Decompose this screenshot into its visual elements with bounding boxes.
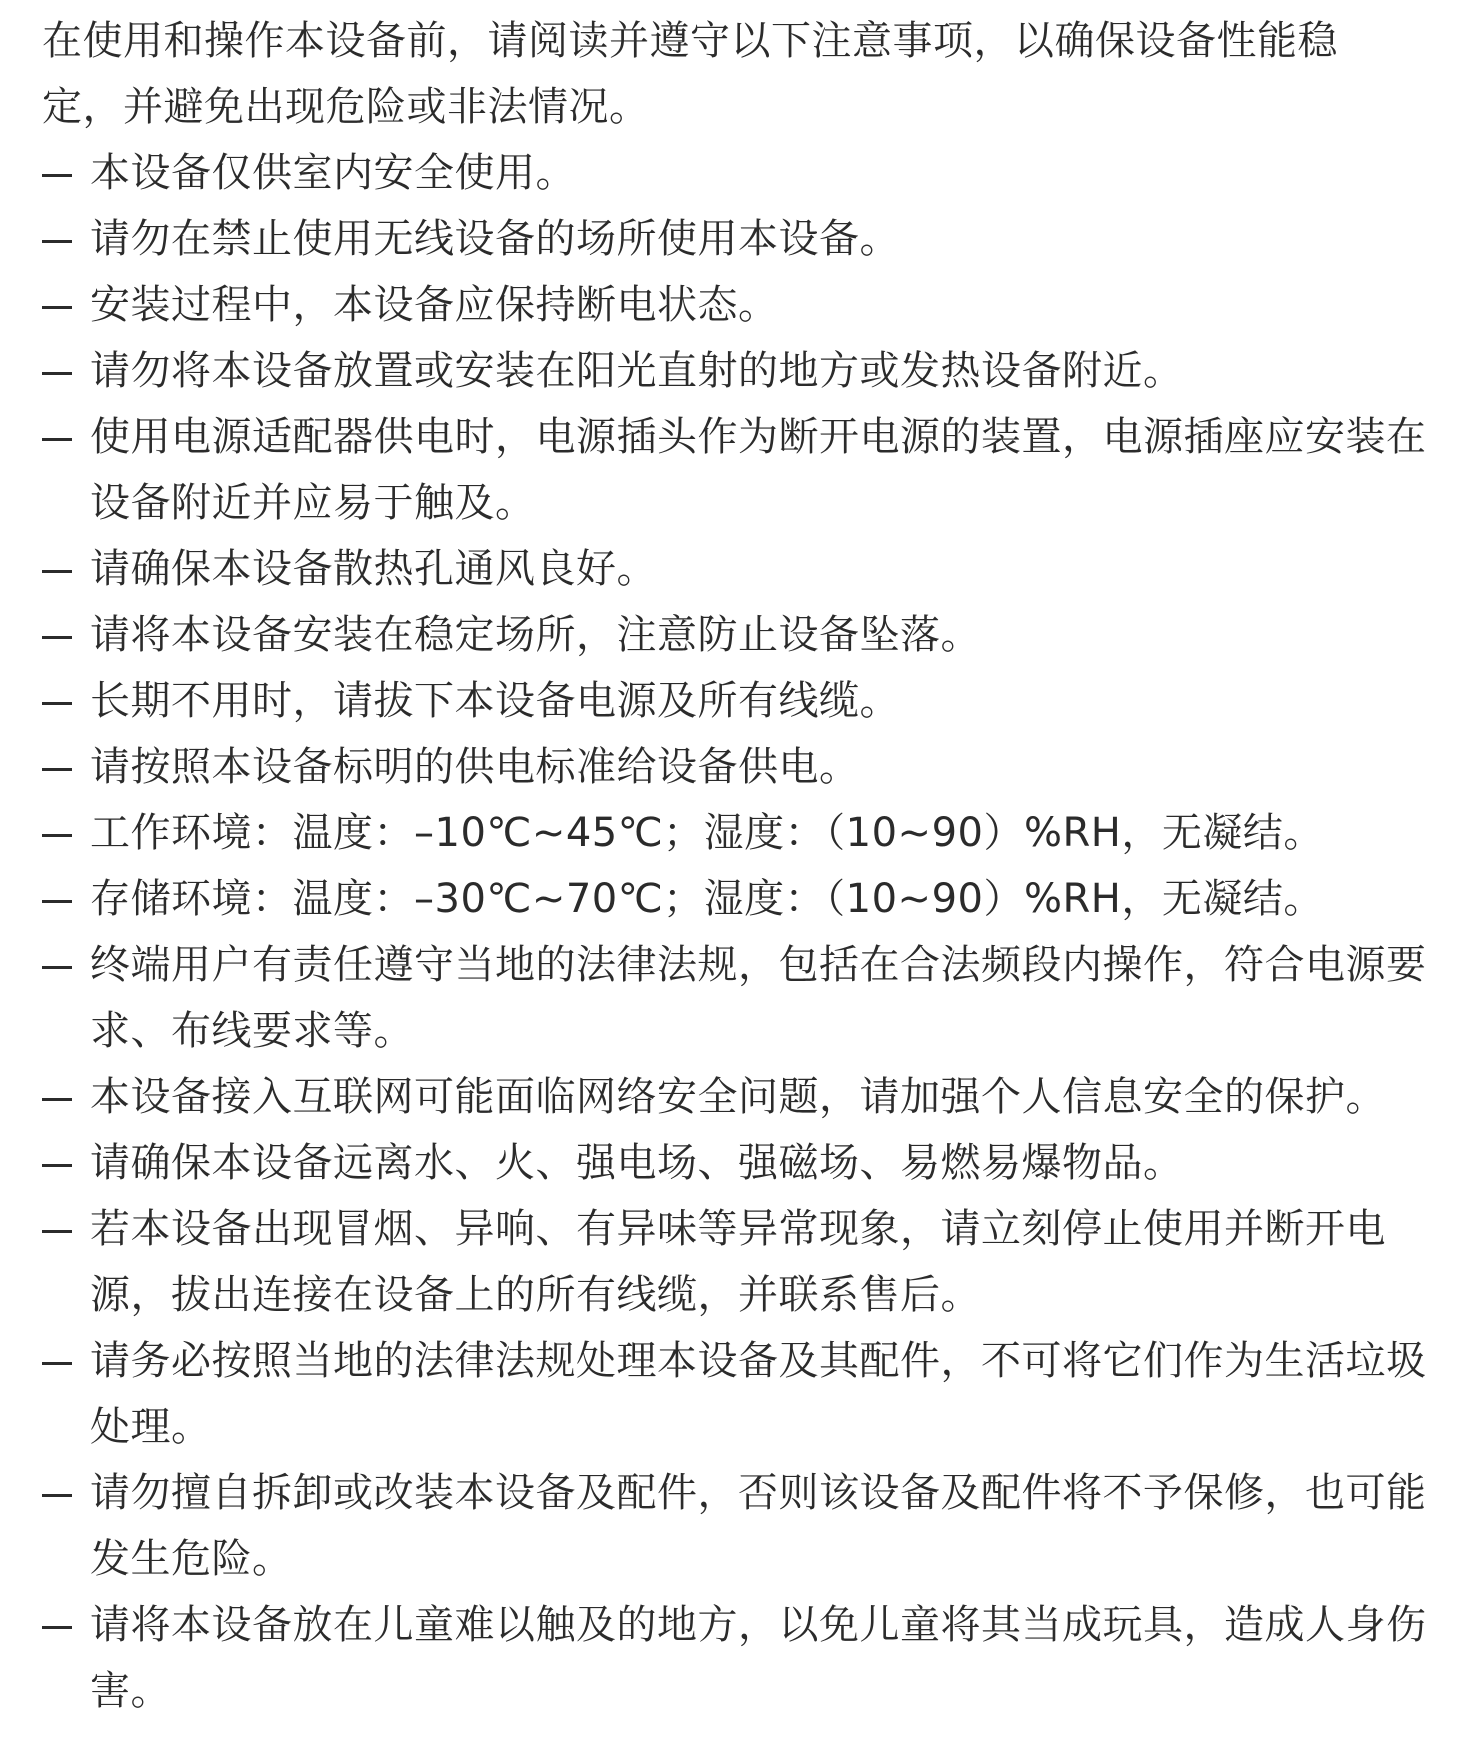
- list-item-text: 工作环境：温度：–10℃~45℃；湿度：（10~90）%RH，无凝结。: [90, 810, 1324, 856]
- list-item: [0, 800, 1450, 866]
- list-item: [0, 1064, 1458, 1130]
- list-item-text: 请确保本设备散热孔通风良好。: [90, 546, 657, 592]
- list-item: [0, 206, 1450, 272]
- list-item-text: 使用电源适配器供电时，电源插头作为断开电源的装置，电源插座应安装在设备附近并应易于触及。: [90, 414, 1427, 526]
- list-item-text: 请勿擅自拆卸或改装本设备及配件，否则该设备及配件将不予保修，也可能发生危险。: [90, 1470, 1427, 1582]
- list-item: [0, 602, 1450, 668]
- list-item-text: 安装过程中，本设备应保持断电状态。: [90, 282, 779, 328]
- list-item-text: 请将本设备安装在稳定场所，注意防止设备坠落。: [90, 612, 981, 658]
- list-item-text: 请确保本设备远离水、火、强电场、强磁场、易燃易爆物品。: [90, 1140, 1184, 1186]
- list-item-text: 本设备接入互联网可能面临网络安全问题，请加强个人信息安全的保护。: [90, 1074, 1386, 1120]
- list-item-text: 请务必按照当地的法律法规处理本设备及其配件，不可将它们作为生活垃圾处理。: [90, 1338, 1427, 1450]
- precautions-list: [0, 140, 1458, 1724]
- intro-paragraph: 在使用和操作本设备前，请阅读并遵守以下注意事项，以确保设备性能稳定，并避免出现危险或非法情况。: [42, 18, 1338, 130]
- list-item: [0, 866, 1450, 932]
- list-item: [0, 932, 1450, 1064]
- list-item: [0, 1592, 1450, 1724]
- list-item-text: 请按照本设备标明的供电标准给设备供电。: [90, 744, 860, 790]
- list-item-text: 若本设备出现冒烟、异响、有异味等异常现象，请立刻停止使用并断开电源，拔出连接在设备上的所有线缆，并联系售后。: [90, 1206, 1386, 1318]
- list-item-text: 请勿在禁止使用无线设备的场所使用本设备。: [90, 216, 900, 262]
- list-item-text: 终端用户有责任遵守当地的法律法规，包括在合法频段内操作，符合电源要求、布线要求等。: [90, 942, 1427, 1054]
- list-item: [0, 1196, 1450, 1328]
- list-item: [0, 1130, 1450, 1196]
- list-item-text: 长期不用时，请拔下本设备电源及所有线缆。: [90, 678, 900, 724]
- list-item: [0, 668, 1450, 734]
- list-item: [0, 272, 1450, 338]
- list-item: [0, 536, 1450, 602]
- list-item: [0, 1328, 1450, 1460]
- list-item: [0, 140, 1450, 206]
- list-item-text: 请勿将本设备放置或安装在阳光直射的地方或发热设备附近。: [90, 348, 1184, 394]
- list-item-text: 本设备仅供室内安全使用。: [90, 150, 576, 196]
- list-item: [0, 338, 1450, 404]
- list-item: [0, 734, 1450, 800]
- list-item-text: 请将本设备放在儿童难以触及的地方，以免儿童将其当成玩具，造成人身伤害。: [90, 1602, 1427, 1714]
- list-item-text: 存储环境：温度：–30℃~70℃；湿度：（10~90）%RH，无凝结。: [90, 876, 1324, 922]
- list-item: [0, 1460, 1450, 1592]
- list-item: [0, 404, 1450, 536]
